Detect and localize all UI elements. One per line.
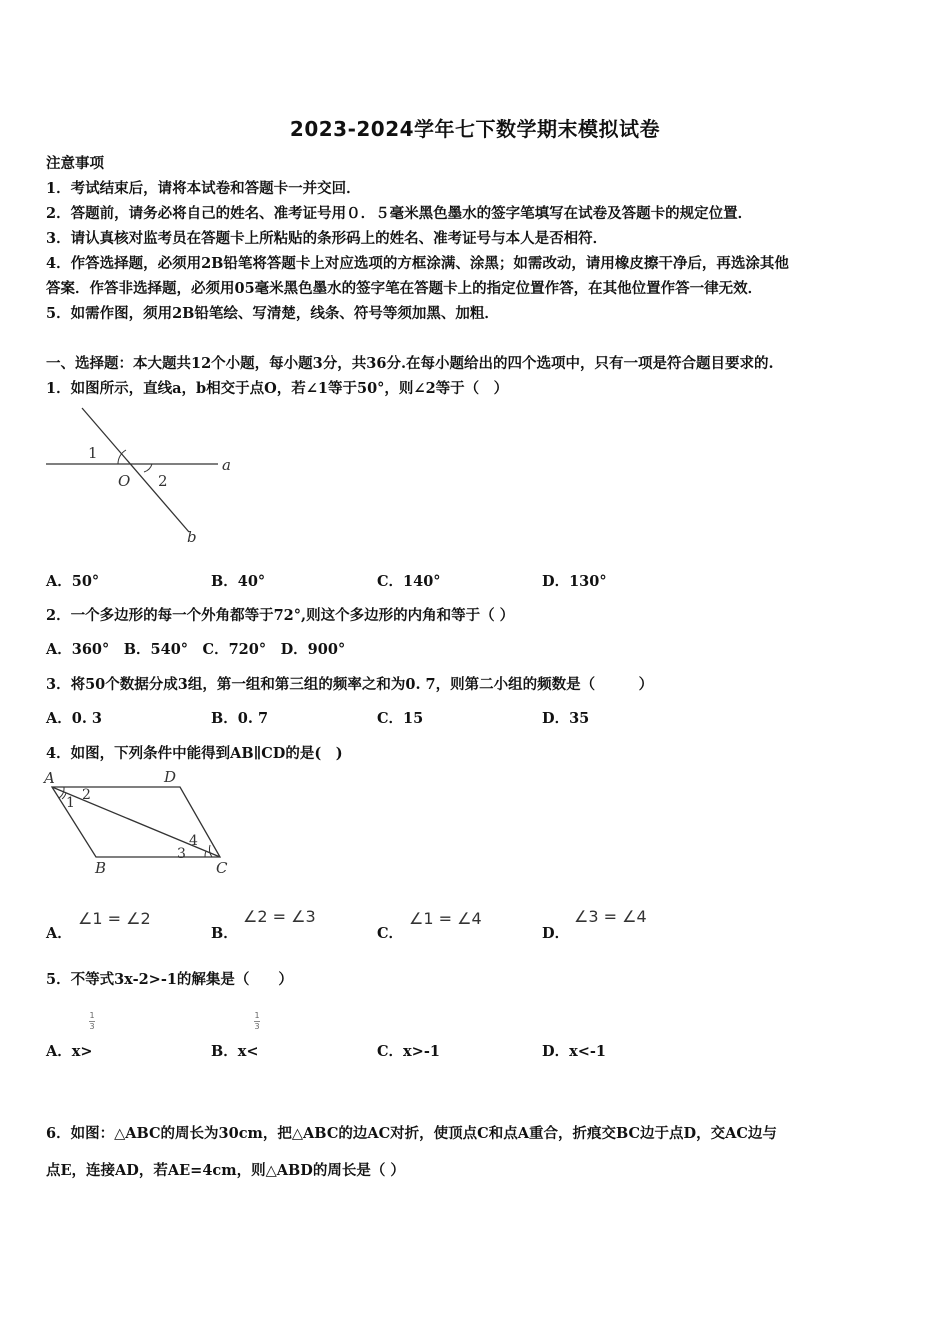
- q4-option-b[interactable]: B．: [211, 925, 238, 942]
- label-2: 2: [82, 787, 91, 803]
- fraction-denominator: 3: [89, 1022, 95, 1031]
- fraction-numerator: 1: [254, 1011, 260, 1020]
- note-item: 1．考试结束后，请将本试卷和答题卡一并交回．: [46, 180, 361, 197]
- q3-option-b[interactable]: B．0. 7: [211, 710, 269, 727]
- section-heading: 一、选择题：本大题共12个小题，每小题3分，共36分.在每小题给出的四个选项中，只有一项是符合题目要求的.: [46, 355, 774, 372]
- note-item: 3．请认真核对监考员在答题卡上所粘贴的条形码上的姓名、准考证号与本人是否相符．: [46, 230, 608, 247]
- question-4-figure: [40, 765, 240, 880]
- q1-option-d[interactable]: D．130°: [542, 573, 607, 590]
- label-4: 4: [189, 833, 198, 849]
- q4-option-d-expr: ∠3 = ∠4: [574, 907, 647, 926]
- question-1-stem: 1．如图所示，直线a，b相交于点O，若∠1等于50°，则∠2等于（ ）: [46, 380, 509, 397]
- question-1-figure: [44, 400, 244, 550]
- q5-option-d[interactable]: D．x<-1: [542, 1043, 606, 1060]
- label-1: 1: [66, 795, 75, 811]
- arc-at-a: [59, 787, 64, 798]
- q4-option-a-expr: ∠1 = ∠2: [78, 909, 151, 928]
- q5-option-a-fraction: [89, 1012, 95, 1031]
- line-b: [82, 408, 189, 532]
- question-3-stem: 3．将50个数据分成3组，第一组和第三组的频率之和为0. 7，则第二小组的频数是（ ）: [46, 676, 654, 693]
- q1-option-a[interactable]: A．50°: [46, 573, 100, 590]
- note-item: 5．如需作图，须用2B铅笔绘、写清楚，线条、符号等须加黑、加粗．: [46, 305, 499, 322]
- fraction-denominator: 3: [254, 1022, 260, 1031]
- label-a: a: [222, 456, 231, 474]
- note-item: 4．作答选择题，必须用2B铅笔将答题卡上对应选项的方框涂满、涂黑；如需改动，请用橡皮擦干净后，再选涂其他: [46, 255, 789, 272]
- question-4-stem: 4．如图，下列条件中能得到AB∥CD的是( ): [46, 745, 343, 762]
- label-b: b: [187, 528, 197, 546]
- label-B: B: [95, 859, 107, 877]
- q5-option-c[interactable]: C．x>-1: [377, 1043, 440, 1060]
- q5-option-b-fraction: [254, 1012, 260, 1031]
- q5-option-a[interactable]: A．x>: [46, 1043, 93, 1060]
- q5-option-b[interactable]: B．x<: [211, 1043, 259, 1060]
- q4-option-c[interactable]: C．: [377, 925, 404, 942]
- fraction-numerator: 1: [89, 1011, 95, 1020]
- note-item: 答案．作答非选择题，必须用05毫米黑色墨水的签字笔在答题卡上的指定位置作答，在其他位置作答一律无效．: [46, 280, 763, 297]
- question-6-stem-line1: 6．如图：△ABC的周长为30cm，把△ABC的边AC对折，使顶点C和点A重合，折痕交BC边于点D，交AC边与: [46, 1125, 777, 1142]
- question-5-stem: 5．不等式3x-2>-1的解集是（ ）: [46, 971, 293, 988]
- q4-option-d[interactable]: D．: [542, 925, 570, 942]
- q3-option-a[interactable]: A．0. 3: [46, 710, 103, 727]
- label-2: 2: [158, 472, 168, 490]
- arc-at-c-2: [209, 845, 212, 857]
- label-3: 3: [177, 846, 186, 862]
- q1-option-b[interactable]: B．40°: [211, 573, 266, 590]
- note-item: 2．答题前，请务必将自己的姓名、准考证号用０．５毫米黑色墨水的签字笔填写在试卷及答题卡的规定位置．: [46, 205, 753, 222]
- question-2-stem: 2．一个多边形的每一个外角都等于72°,则这个多边形的内角和等于（ ）: [46, 607, 515, 624]
- q4-option-c-expr: ∠1 = ∠4: [409, 909, 482, 928]
- label-A: A: [44, 769, 55, 787]
- q3-option-c[interactable]: C．15: [377, 710, 424, 727]
- label-o: O: [118, 472, 131, 490]
- notes-heading: 注意事项: [46, 155, 104, 172]
- page-title: 2023-2024学年七下数学期末模拟试卷: [289, 117, 661, 141]
- q2-options[interactable]: A．360° B．540° C．720° D．900°: [46, 641, 346, 658]
- q4-option-b-expr: ∠2 = ∠3: [243, 907, 316, 926]
- question-6-stem-line2: 点E，连接AD，若AE=4cm，则△ABD的周长是（ ）: [46, 1162, 405, 1179]
- label-1: 1: [88, 444, 98, 462]
- q1-option-c[interactable]: C．140°: [377, 573, 441, 590]
- label-C: C: [216, 859, 228, 877]
- q4-option-a[interactable]: A．: [46, 925, 72, 942]
- arc-at-c: [205, 851, 206, 857]
- angle-2-arc: [144, 464, 152, 472]
- label-D: D: [164, 768, 177, 786]
- q3-option-d[interactable]: D．35: [542, 710, 590, 727]
